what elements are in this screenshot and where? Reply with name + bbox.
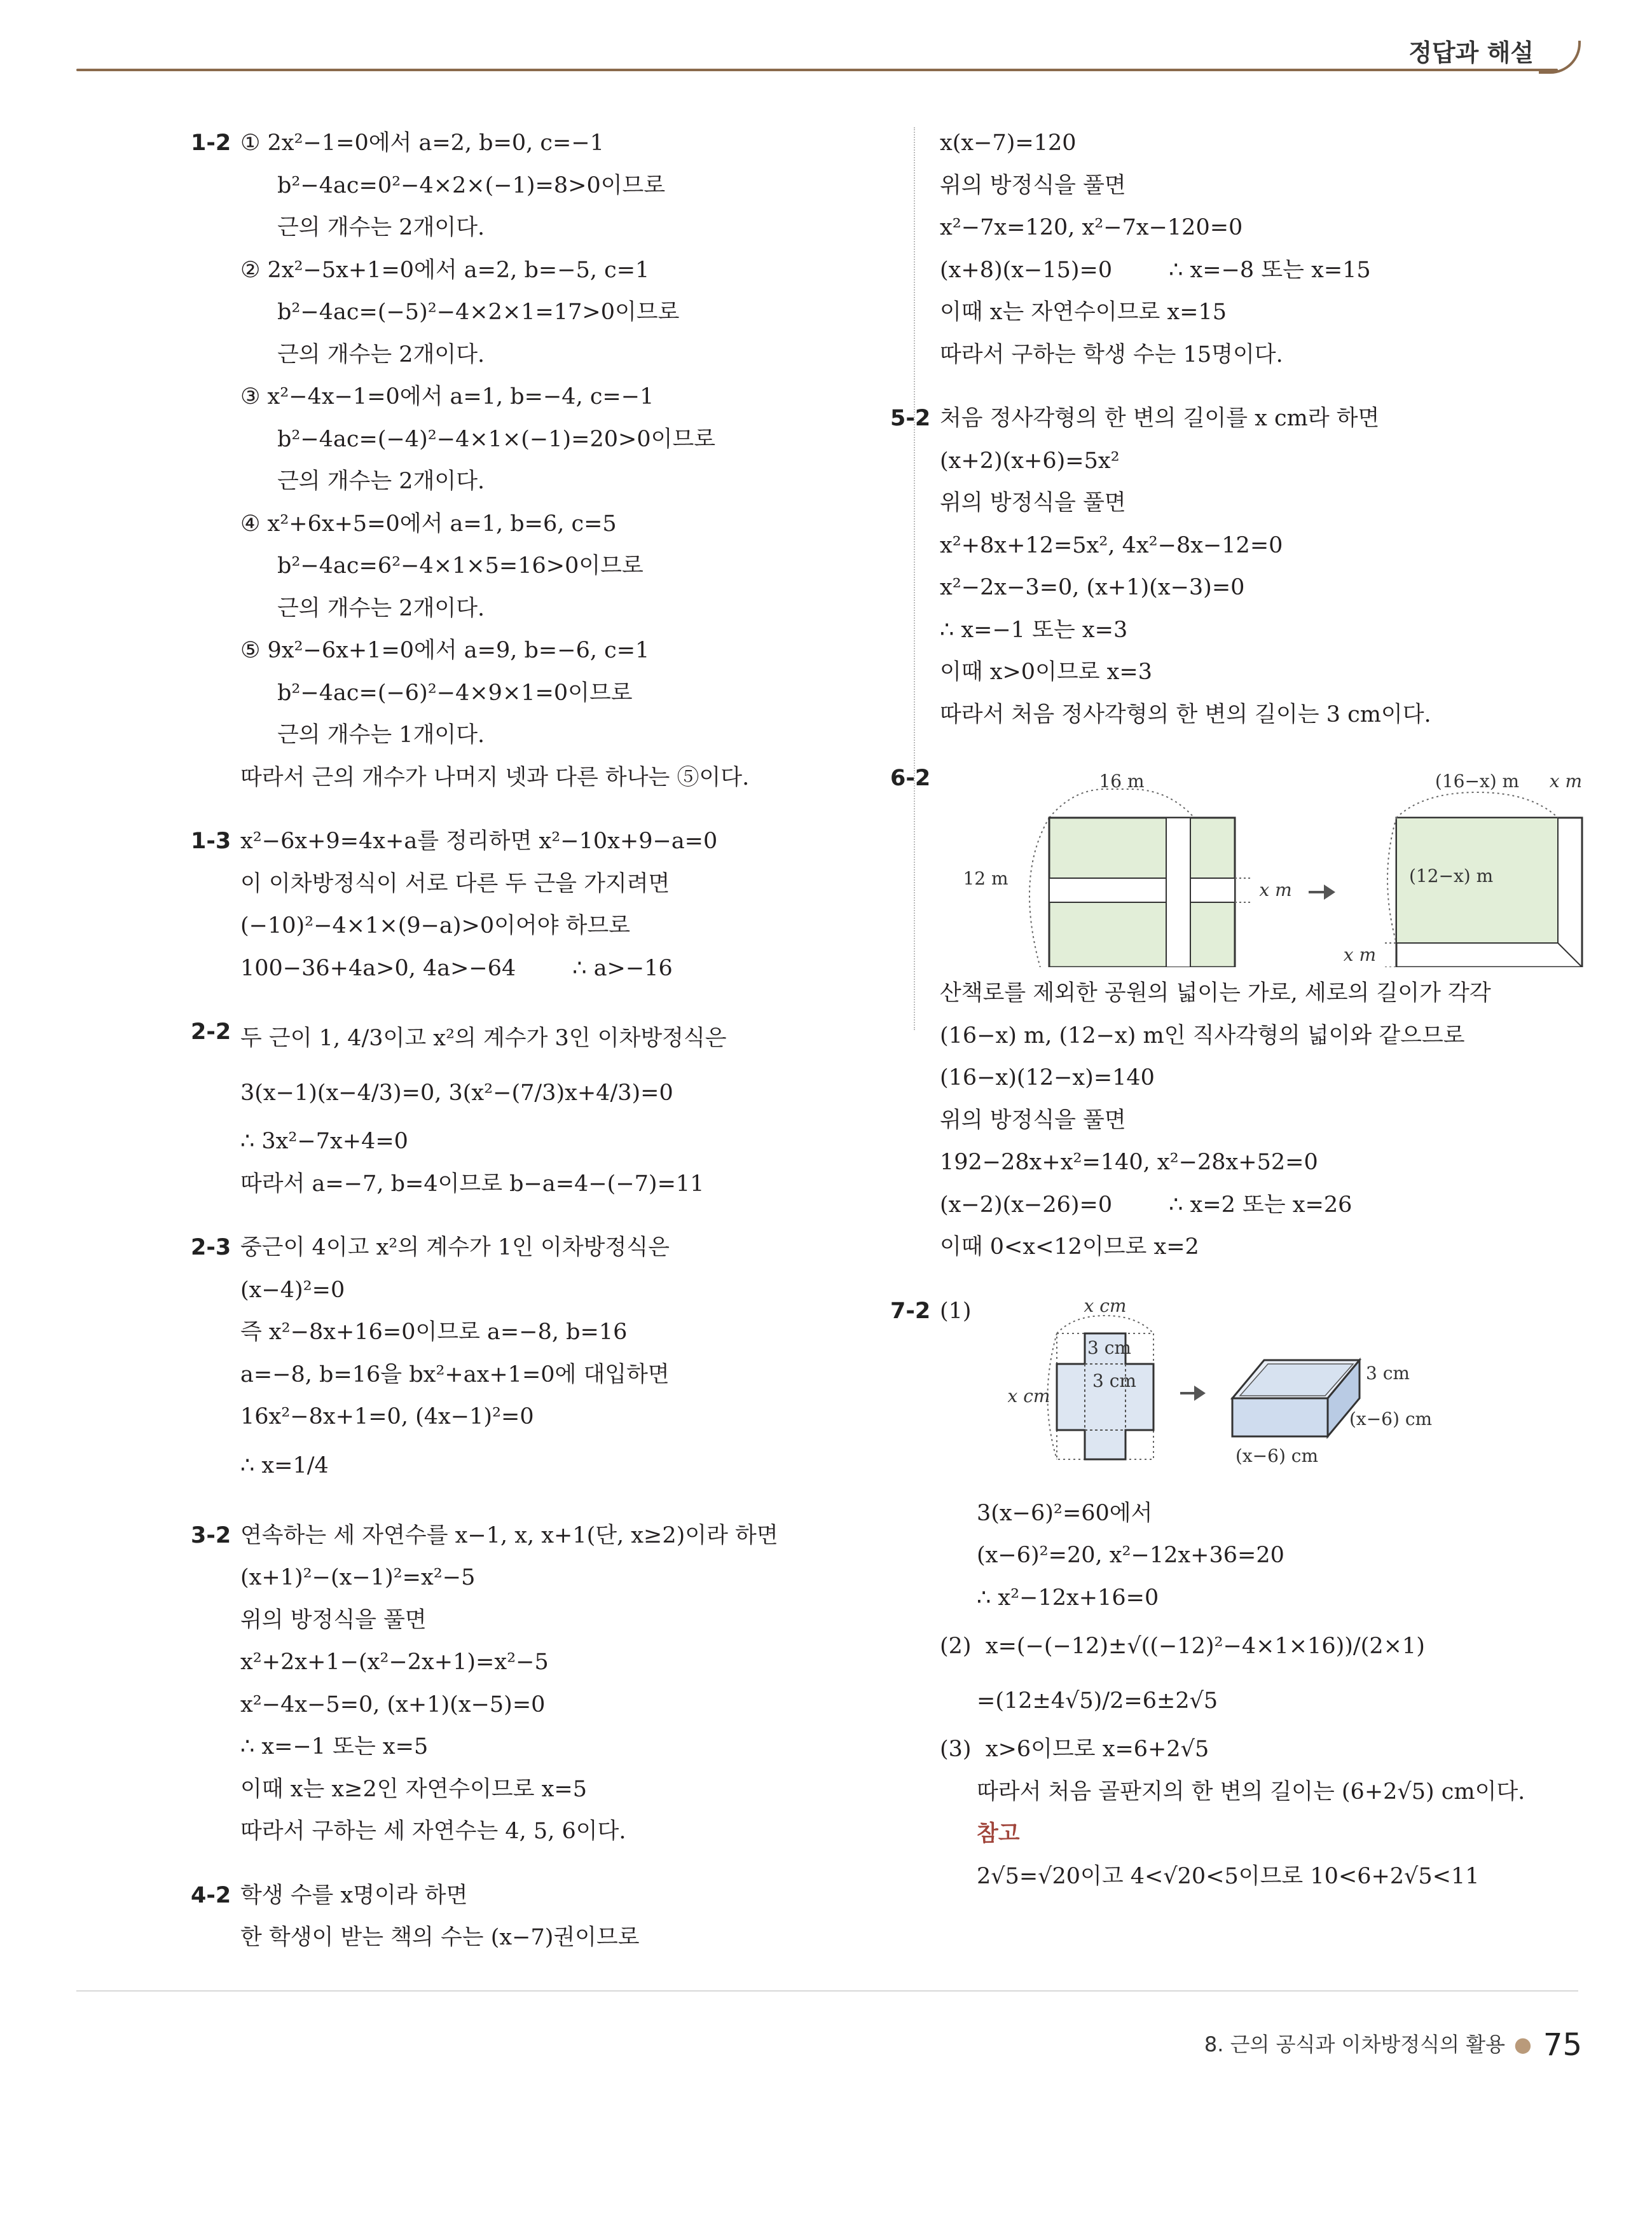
solution-line: 즉 x²−8x+16=0이므로 a=−8, b=16 bbox=[240, 1319, 628, 1345]
solution-line: (x+1)²−(x−1)²=x²−5 bbox=[240, 1565, 476, 1590]
problem-4-2-continued bbox=[940, 122, 1595, 376]
solution-line: 근의 개수는 2개이다. bbox=[277, 595, 485, 621]
solution-line: 따라서 a=−7, b=4이므로 b−a=4−(−7)=11 bbox=[240, 1171, 705, 1197]
problem-number: 4-2 bbox=[191, 1882, 231, 1908]
label-box-depth: (x−6) cm bbox=[1349, 1408, 1433, 1429]
problem-7-2 bbox=[890, 1290, 1595, 1898]
solution-line: b²−4ac=6²−4×1×5=16>0이므로 bbox=[277, 553, 644, 579]
chapter-title: 8. 근의 공식과 이차방정식의 활용 bbox=[1204, 2032, 1505, 2056]
solution-line: 이때 x는 자연수이므로 x=15 bbox=[940, 299, 1227, 325]
solution-line: x²−2x−3=0, (x+1)(x−3)=0 bbox=[940, 575, 1245, 600]
solution-line: (x−2)(x−26)=0 ∴ x=2 또는 x=26 bbox=[940, 1192, 1353, 1218]
problem-2-2 bbox=[191, 1011, 895, 1205]
problem-1-3 bbox=[191, 820, 895, 989]
solution-line: (3) x>6이므로 x=6+2√5 bbox=[940, 1737, 1209, 1762]
problem-5-2 bbox=[890, 397, 1595, 736]
problem-2-3 bbox=[191, 1227, 895, 1493]
solution-line: x²+2x+1−(x²−2x+1)=x²−5 bbox=[240, 1649, 549, 1675]
solution-line: (−10)²−4×1×(9−a)>0이어야 하므로 bbox=[240, 913, 631, 939]
solution-line: (x+8)(x−15)=0 ∴ x=−8 또는 x=15 bbox=[940, 257, 1371, 283]
solution-line: 근의 개수는 1개이다. bbox=[277, 722, 485, 748]
dim-arc-top bbox=[1049, 789, 1194, 818]
header-title: 정답과 해설 bbox=[1408, 39, 1534, 67]
solution-line: ∴ x=−1 또는 x=3 bbox=[940, 617, 1128, 643]
label-16-x: (16−x) m bbox=[1435, 771, 1520, 792]
problem-number: 1-3 bbox=[191, 829, 231, 854]
solution-line: (16−x) m, (12−x) m인 직사각형의 넓이와 같으므로 bbox=[940, 1022, 1465, 1049]
solution-line: 학생 수를 x명이라 하면 bbox=[240, 1882, 468, 1908]
solution-line: ∴ x=−1 또는 x=5 bbox=[240, 1734, 429, 1759]
header-rule bbox=[76, 69, 1558, 71]
solution-line: 처음 정사각형의 한 변의 길이를 x cm라 하면 bbox=[940, 406, 1380, 431]
solution-line: 따라서 처음 골판지의 한 변의 길이는 (6+2√5) cm이다. bbox=[977, 1779, 1525, 1805]
solution-line: x²+8x+12=5x², 4x²−8x−12=0 bbox=[940, 532, 1283, 558]
solution-line: x²−4x−5=0, (x+1)(x−5)=0 bbox=[240, 1691, 546, 1717]
solution-line: (x−6)²=20, x²−12x+36=20 bbox=[977, 1543, 1284, 1568]
box-net-figure bbox=[978, 1290, 1595, 1487]
label-xm-corner: x m bbox=[1549, 771, 1582, 792]
label-xcm-left: x cm bbox=[1007, 1385, 1050, 1407]
solution-line: a=−8, b=16을 bx²+ax+1=0에 대입하면 bbox=[240, 1361, 670, 1387]
box-front bbox=[1232, 1398, 1328, 1436]
solution-line: (x−4)²=0 bbox=[240, 1277, 345, 1303]
right-column bbox=[890, 122, 1595, 1919]
problem-1-2 bbox=[191, 122, 895, 799]
solution-line: 위의 방정식을 풀면 bbox=[940, 172, 1126, 198]
solution-line: 근의 개수는 2개이다. bbox=[277, 469, 485, 494]
left-column bbox=[191, 122, 895, 1981]
solution-line: 3(x−6)²=60에서 bbox=[977, 1500, 1153, 1526]
solution-line: x(x−7)=120 bbox=[940, 130, 1077, 156]
solution-line: 이때 0<x<12이므로 x=2 bbox=[940, 1234, 1199, 1260]
page-number: 75 bbox=[1543, 2027, 1582, 2063]
solution-line: 따라서 구하는 세 자연수는 4, 5, 6이다. bbox=[240, 1819, 626, 1844]
solution-line: ∴ x²−12x+16=0 bbox=[977, 1585, 1159, 1611]
problem-6-2 bbox=[890, 757, 1595, 1269]
label-xm-left: x m bbox=[1343, 944, 1376, 965]
solution-line: ④ x²+6x+5=0에서 a=1, b=6, c=5 bbox=[240, 511, 617, 537]
problem-number: 5-2 bbox=[890, 406, 931, 431]
column-divider bbox=[914, 127, 915, 1030]
solution-line: 위의 방정식을 풀면 bbox=[940, 490, 1126, 516]
arrow-icon bbox=[1180, 1386, 1206, 1401]
solution-line: ② 2x²−5x+1=0에서 a=2, b=−5, c=1 bbox=[240, 257, 650, 283]
solution-line: 근의 개수는 2개이다. bbox=[277, 215, 485, 240]
solution-line: 중근이 4이고 x²의 계수가 1인 이차방정식은 bbox=[240, 1235, 670, 1260]
solution-line: ③ x²−4x−1=0에서 a=1, b=−4, c=−1 bbox=[240, 384, 654, 410]
solution-line: 따라서 구하는 학생 수는 15명이다. bbox=[940, 341, 1283, 368]
solution-line: x²−6x+9=4x+a를 정리하면 x²−10x+9−a=0 bbox=[240, 829, 718, 854]
solution-line: ∴ 3x²−7x+4=0 bbox=[240, 1129, 408, 1154]
label-box-width: (x−6) cm bbox=[1235, 1445, 1319, 1466]
problem-number: 7-2 bbox=[890, 1298, 931, 1324]
problem-4-2 bbox=[191, 1875, 895, 1959]
path-horizontal bbox=[1049, 878, 1235, 902]
solution-line: (x+2)(x+6)=5x² bbox=[940, 448, 1120, 474]
path-cross bbox=[1167, 879, 1190, 902]
solution-line: (2) x=(−(−12)±√((−12)²−4×1×16))/(2×1) bbox=[940, 1634, 1425, 1659]
label-xm-right: x m bbox=[1259, 879, 1292, 900]
solution-line: 이때 x는 x≥2인 자연수이므로 x=5 bbox=[240, 1776, 588, 1802]
solution-line: ① 2x²−1=0에서 a=2, b=0, c=−1 bbox=[240, 130, 604, 156]
dim-arc-left bbox=[1029, 818, 1049, 967]
solution-line: b²−4ac=(−6)²−4×9×1=0이므로 bbox=[277, 680, 633, 706]
note-label: 참고 bbox=[977, 1821, 1020, 1847]
problem-number: 2-2 bbox=[191, 1019, 231, 1045]
solution-line: ⑤ 9x²−6x+1=0에서 a=9, b=−6, c=1 bbox=[240, 638, 650, 663]
solution-line: 192−28x+x²=140, x²−28x+52=0 bbox=[940, 1150, 1318, 1175]
problem-number: 1-2 bbox=[191, 130, 231, 156]
solution-line: (16−x)(12−x)=140 bbox=[940, 1065, 1155, 1091]
solution-line: 연속하는 세 자연수를 x−1, x, x+1(단, x≥2)이라 하면 bbox=[240, 1522, 778, 1548]
solution-line: 위의 방정식을 풀면 bbox=[240, 1607, 427, 1633]
page-footer bbox=[1204, 2027, 1582, 2063]
solution-line: =(12±4√5)/2=6±2√5 bbox=[977, 1688, 1218, 1714]
label-box-height: 3 cm bbox=[1366, 1362, 1410, 1384]
solution-line: 2√5=√20이고 4<√20<5이므로 10<6+2√5<11 bbox=[977, 1863, 1480, 1889]
solution-line: 따라서 처음 정사각형의 한 변의 길이는 3 cm이다. bbox=[940, 701, 1431, 727]
solution-line: b²−4ac=(−5)²−4×2×1=17>0이므로 bbox=[277, 299, 680, 325]
label-3cm-a: 3 cm bbox=[1087, 1337, 1131, 1358]
problem-3-2 bbox=[191, 1515, 895, 1853]
solution-line: 산책로를 제외한 공원의 넓이는 가로, 세로의 길이가 각각 bbox=[940, 981, 1491, 1006]
problem-number: 3-2 bbox=[191, 1522, 231, 1548]
solution-line: 이 이차방정식이 서로 다른 두 근을 가지려면 bbox=[240, 871, 670, 897]
label-3cm-b: 3 cm bbox=[1092, 1370, 1136, 1391]
bullet-icon: ● bbox=[1514, 2032, 1532, 2056]
solution-line: 한 학생이 받는 책의 수는 (x−7)권이므로 bbox=[240, 1925, 640, 1950]
solution-line: x²−7x=120, x²−7x−120=0 bbox=[940, 215, 1243, 240]
footer-rule bbox=[76, 1990, 1578, 1992]
problem-number: 6-2 bbox=[890, 766, 931, 791]
problem-number: 2-3 bbox=[191, 1235, 231, 1260]
label-16m: 16 m bbox=[1099, 771, 1145, 792]
solution-line: 16x²−8x+1=0, (4x−1)²=0 bbox=[240, 1404, 534, 1429]
solution-line: 100−36+4a>0, 4a>−64 ∴ a>−16 bbox=[240, 955, 673, 981]
solution-line: b²−4ac=(−4)²−4×1×(−1)=20>0이므로 bbox=[277, 426, 716, 452]
solution-line: 두 근이 1, 4/3이고 x²의 계수가 3인 이차방정식은 bbox=[240, 1026, 727, 1051]
park-path-figure bbox=[940, 757, 1595, 967]
solution-line: b²−4ac=0²−4×2×(−1)=8>0이므로 bbox=[277, 172, 666, 198]
solution-line: ∴ x=1/4 bbox=[240, 1452, 329, 1478]
label-12m: 12 m bbox=[963, 868, 1008, 889]
solution-line: 이때 x>0이므로 x=3 bbox=[940, 659, 1152, 685]
solution-line: 3(x−1)(x−4/3)=0, 3(x²−(7/3)x+4/3)=0 bbox=[240, 1080, 673, 1106]
part-label-1: (1) bbox=[940, 1298, 972, 1324]
header-rule-curve bbox=[1539, 41, 1581, 74]
arrow-icon bbox=[1309, 884, 1335, 900]
label-xcm-top: x cm bbox=[1084, 1295, 1127, 1316]
solution-line: 따라서 근의 개수가 나머지 넷과 다른 하나는 ⑤이다. bbox=[240, 764, 750, 790]
solution-line: 위의 방정식을 풀면 bbox=[940, 1107, 1126, 1133]
solution-line: 근의 개수는 2개이다. bbox=[277, 341, 485, 368]
page-header bbox=[76, 24, 1578, 74]
label-12-x: (12−x) m bbox=[1409, 865, 1494, 886]
